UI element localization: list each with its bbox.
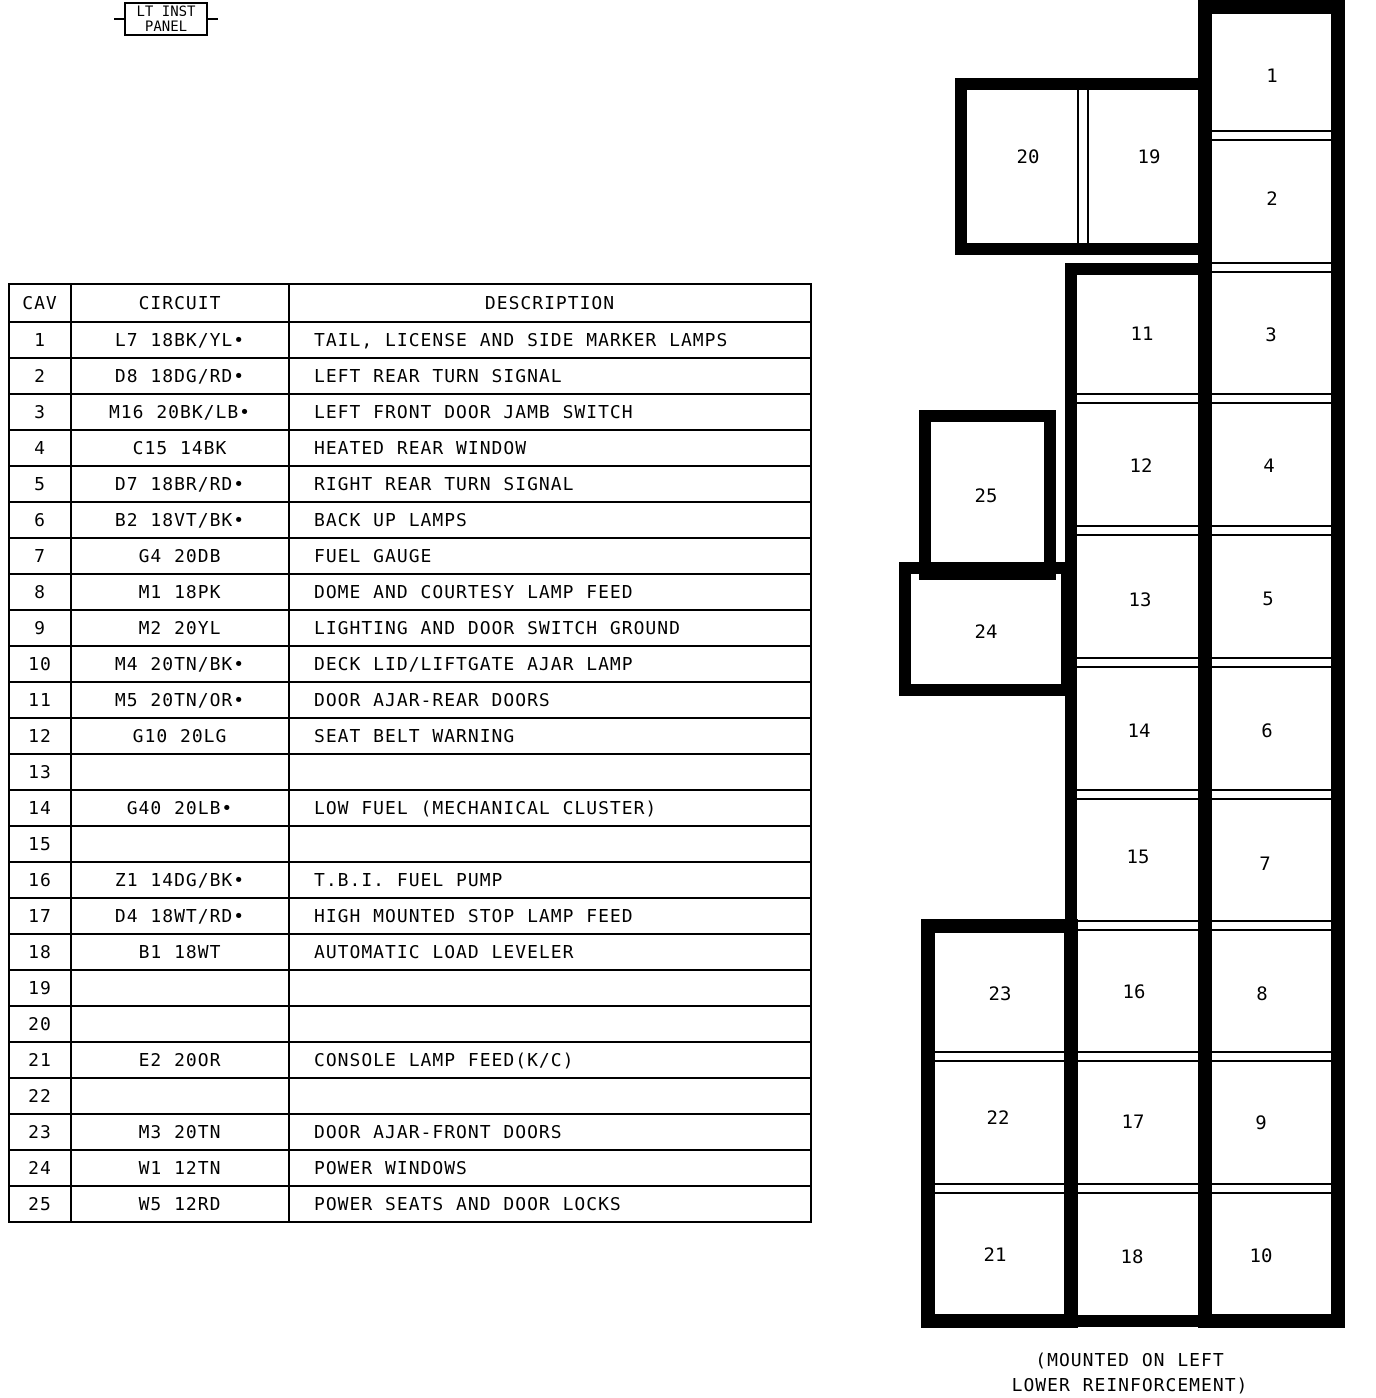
- description-cell: FUEL GAUGE: [289, 538, 811, 574]
- description-cell: T.B.I. FUEL PUMP: [289, 862, 811, 898]
- cav-cell: 2: [9, 358, 71, 394]
- circuit-cell: D7 18BR/RD•: [71, 466, 289, 502]
- description-cell: LOW FUEL (MECHANICAL CLUSTER): [289, 790, 811, 826]
- cavity-label: 25: [974, 485, 998, 507]
- cav-cell: 3: [9, 394, 71, 430]
- cavity-label: 16: [1122, 981, 1146, 1003]
- description-cell: AUTOMATIC LOAD LEVELER: [289, 934, 811, 970]
- circuit-cell: M16 20BK/LB•: [71, 394, 289, 430]
- cavity-label: 2: [1266, 188, 1278, 210]
- circuit-cell: M1 18PK: [71, 574, 289, 610]
- cav-cell: 12: [9, 718, 71, 754]
- cav-cell: 4: [9, 430, 71, 466]
- cavity-label: 13: [1128, 589, 1152, 611]
- cavity-label: 19: [1137, 146, 1161, 168]
- top-block-outline: [961, 84, 1205, 249]
- cav-cell: 19: [9, 970, 71, 1006]
- description-cell: LEFT FRONT DOOR JAMB SWITCH: [289, 394, 811, 430]
- description-cell: POWER SEATS AND DOOR LOCKS: [289, 1186, 811, 1222]
- cavity-label: 9: [1255, 1112, 1267, 1134]
- description-cell: LEFT REAR TURN SIGNAL: [289, 358, 811, 394]
- description-cell: POWER WINDOWS: [289, 1150, 811, 1186]
- circuit-cell: Z1 14DG/BK•: [71, 862, 289, 898]
- cav-cell: 23: [9, 1114, 71, 1150]
- cav-cell: 11: [9, 682, 71, 718]
- cavity-label: 21: [983, 1244, 1007, 1266]
- cavity-label: 7: [1259, 853, 1271, 875]
- description-cell: DOOR AJAR-REAR DOORS: [289, 682, 811, 718]
- cav-cell: 15: [9, 826, 71, 862]
- cavity-label: 11: [1130, 323, 1154, 345]
- circuit-cell: M4 20TN/BK•: [71, 646, 289, 682]
- description-cell: BACK UP LAMPS: [289, 502, 811, 538]
- circuit-cell: W1 12TN: [71, 1150, 289, 1186]
- cav-cell: 9: [9, 610, 71, 646]
- circuit-cell: L7 18BK/YL•: [71, 322, 289, 358]
- description-cell: HEATED REAR WINDOW: [289, 430, 811, 466]
- cav-cell: 16: [9, 862, 71, 898]
- cavity-label: 18: [1120, 1246, 1144, 1268]
- circuit-cell: M5 20TN/OR•: [71, 682, 289, 718]
- mounting-note: [990, 1348, 1270, 1398]
- mounting-note-line1: (MOUNTED ON LEFT: [1035, 1350, 1225, 1371]
- cav-cell: 5: [9, 466, 71, 502]
- header-description: DESCRIPTION: [289, 284, 811, 322]
- cavity-label: 10: [1249, 1245, 1273, 1267]
- header-circuit: CIRCUIT: [71, 284, 289, 322]
- description-cell: DOOR AJAR-FRONT DOORS: [289, 1114, 811, 1150]
- cav-cell: 21: [9, 1042, 71, 1078]
- connector-label-line1: LT INST: [136, 4, 196, 20]
- circuit-cell: M2 20YL: [71, 610, 289, 646]
- cavity-label: 17: [1121, 1111, 1145, 1133]
- circuit-cell: C15 14BK: [71, 430, 289, 466]
- circuit-cell: B2 18VT/BK•: [71, 502, 289, 538]
- description-cell: CONSOLE LAMP FEED(K/C): [289, 1042, 811, 1078]
- cav-cell: 7: [9, 538, 71, 574]
- circuit-cell: M3 20TN: [71, 1114, 289, 1150]
- cavity-label: 12: [1129, 455, 1153, 477]
- circuit-cell: E2 20OR: [71, 1042, 289, 1078]
- cav-cell: 6: [9, 502, 71, 538]
- circuit-cell: D8 18DG/RD•: [71, 358, 289, 394]
- middle-column-outline: [1071, 269, 1205, 1321]
- cavity-label: 6: [1261, 720, 1273, 742]
- circuit-cell: W5 12RD: [71, 1186, 289, 1222]
- cavity-label: 4: [1263, 455, 1275, 477]
- cav-cell: 18: [9, 934, 71, 970]
- cav-cell: 13: [9, 754, 71, 790]
- cav-cell: 10: [9, 646, 71, 682]
- description-cell: DECK LID/LIFTGATE AJAR LAMP: [289, 646, 811, 682]
- header-cav: CAV: [9, 284, 71, 322]
- circuit-cell: B1 18WT: [71, 934, 289, 970]
- description-cell: RIGHT REAR TURN SIGNAL: [289, 466, 811, 502]
- circuit-cell: G4 20DB: [71, 538, 289, 574]
- cavity-label: 1: [1266, 65, 1278, 87]
- cavity-label: 24: [974, 621, 998, 643]
- cavity-label: 20: [1016, 146, 1040, 168]
- cav-cell: 24: [9, 1150, 71, 1186]
- cavity-label: 23: [988, 983, 1012, 1005]
- description-cell: HIGH MOUNTED STOP LAMP FEED: [289, 898, 811, 934]
- cavity-label: 15: [1126, 846, 1150, 868]
- cavity-label: 8: [1256, 983, 1268, 1005]
- cav-cell: 8: [9, 574, 71, 610]
- description-cell: LIGHTING AND DOOR SWITCH GROUND: [289, 610, 811, 646]
- cav-cell: 14: [9, 790, 71, 826]
- cavity-label: 14: [1127, 720, 1151, 742]
- cavity-label: 22: [986, 1107, 1010, 1129]
- cav-cell: 25: [9, 1186, 71, 1222]
- cav-cell: 1: [9, 322, 71, 358]
- cavity-label: 5: [1262, 588, 1274, 610]
- cav-cell: 22: [9, 1078, 71, 1114]
- cav-cell: 20: [9, 1006, 71, 1042]
- mounting-note-line2: LOWER REINFORCEMENT): [1011, 1375, 1249, 1396]
- circuit-cell: G40 20LB•: [71, 790, 289, 826]
- description-cell: SEAT BELT WARNING: [289, 718, 811, 754]
- cavity-label: 3: [1265, 324, 1277, 346]
- connector-label-line2: PANEL: [144, 19, 188, 35]
- circuit-cell: D4 18WT/RD•: [71, 898, 289, 934]
- circuit-cell: G10 20LG: [71, 718, 289, 754]
- description-cell: TAIL, LICENSE AND SIDE MARKER LAMPS: [289, 322, 811, 358]
- cav-cell: 17: [9, 898, 71, 934]
- description-cell: DOME AND COURTESY LAMP FEED: [289, 574, 811, 610]
